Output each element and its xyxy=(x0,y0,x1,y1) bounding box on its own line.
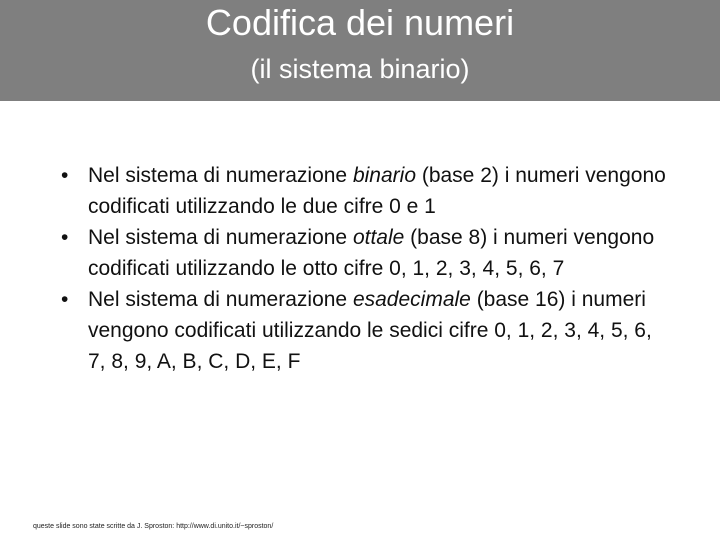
bullet-text-before: Nel sistema di numerazione xyxy=(88,164,353,187)
bullet-item-esadecimale xyxy=(57,284,667,377)
bullet-item-ottale xyxy=(57,222,667,284)
bullet-dot: • xyxy=(61,288,69,311)
bullet-list xyxy=(57,160,667,377)
bullet-dot: • xyxy=(61,226,69,249)
bullet-text-after: (base 8) i numeri vengono codificati utilizzando le otto cifre 0, 1, 2, 3, 4, 5, 6, 7 xyxy=(88,226,655,280)
title-bar xyxy=(0,0,720,101)
bullet-text-before: Nel sistema di numerazione xyxy=(88,226,353,249)
footer-credit: queste slide sono state scritte da J. Sproston: http://www.di.unito.it/~sproston/ xyxy=(33,523,274,530)
bullet-text-after: (base 16) i numeri vengono codificati utilizzando le sedici cifre 0, 1, 2, 3, 4, 5, 6, 7, 8, 9, A, B, C, D, E, F xyxy=(88,288,652,373)
slide-title: Codifica dei numeri xyxy=(205,2,515,43)
bullet-emphasis: ottale xyxy=(352,226,405,249)
bullet-item-binario xyxy=(57,160,667,222)
bullet-text-after: (base 2) i numeri vengono codificati utilizzando le due cifre 0 e 1 xyxy=(88,164,666,218)
bullet-dot: • xyxy=(61,164,69,187)
bullet-emphasis: esadecimale xyxy=(352,288,471,311)
bullet-emphasis: binario xyxy=(352,164,416,187)
bullet-text-before: Nel sistema di numerazione xyxy=(88,288,353,311)
slide-subtitle: (il sistema binario) xyxy=(250,54,470,84)
